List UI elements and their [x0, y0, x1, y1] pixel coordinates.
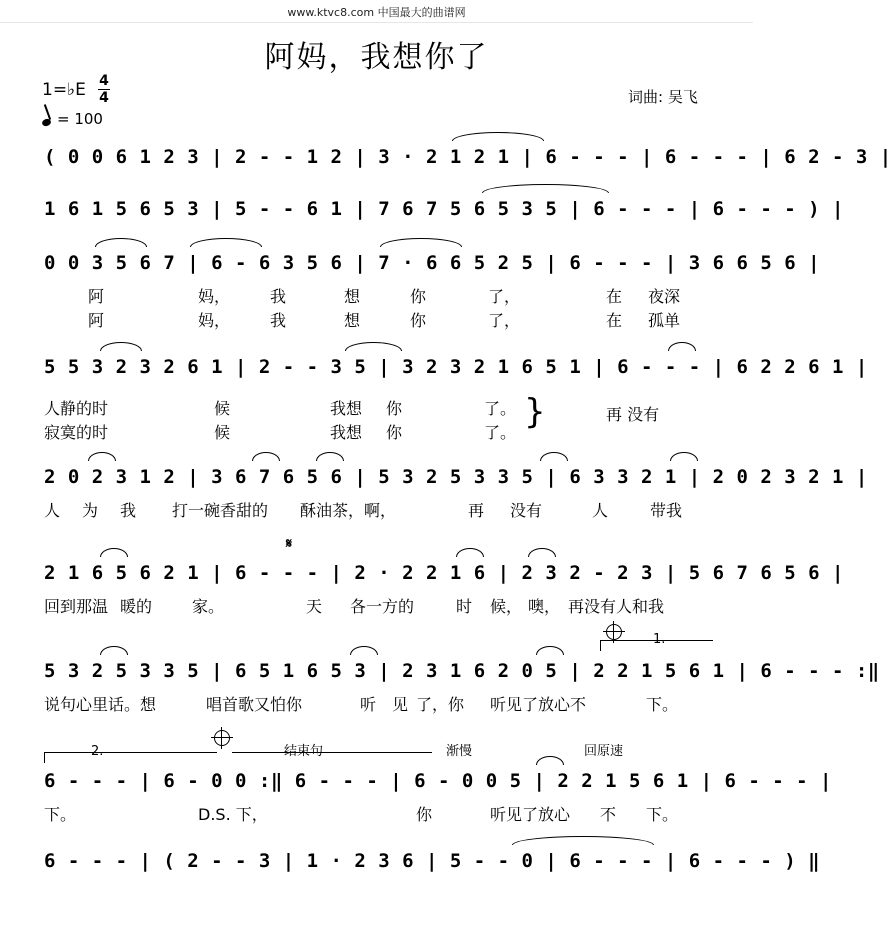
tie-mark — [512, 836, 654, 845]
lyric-word: 了， — [488, 287, 521, 306]
song-title: 阿妈，我想你了 — [264, 40, 489, 75]
lyric-word: 下。 — [44, 805, 77, 824]
slur-mark — [380, 238, 462, 247]
verse-brace: } — [524, 392, 546, 432]
lyric-word: 噢， — [528, 597, 561, 616]
lyric-word: 人 — [44, 501, 61, 520]
lyric-word: 我 — [120, 501, 137, 520]
ritardando-label: 渐慢 — [446, 744, 473, 759]
ending-line — [232, 752, 432, 753]
slur-mark — [100, 548, 128, 557]
tie-mark — [482, 184, 609, 193]
lyric-word: 唱首歌又怕你 — [206, 695, 303, 714]
slur-mark — [536, 646, 564, 655]
lyric-word: 为 — [82, 501, 99, 520]
lyric-word: 妈， — [198, 311, 231, 330]
slur-mark — [100, 646, 128, 655]
score-row-9: 6 - - - | ( 2 - - 3 | 1 · 2 3 6 | 5 - - 0 | 6 - - - | 6 - - - ) ‖ — [44, 850, 821, 872]
lyric-word: 了， — [488, 311, 521, 330]
coda-sign — [606, 624, 622, 640]
lyric-word: 听 — [360, 695, 377, 714]
time-signature-top: 4 — [99, 73, 109, 89]
slur-mark — [190, 238, 262, 247]
lyric-word: 再 — [468, 501, 485, 520]
volta-bracket-2 — [44, 744, 217, 763]
tempo-value: = 100 — [57, 110, 103, 128]
lyric-word: 候， — [490, 597, 523, 616]
lyric-word: 再没有人和我 — [568, 597, 665, 616]
lyric-word: 你 — [416, 805, 433, 824]
lyric-word: 下。 — [646, 695, 679, 714]
score-row-3: 0 0 3 5 6 7 | 6 - 6 3 5 6 | 7 · 6 6 5 2 5 | 6 - - - | 3 6 6 5 6 | — [44, 252, 821, 274]
lyric-word: 下。 — [646, 805, 679, 824]
lyric-word: 想 — [344, 287, 361, 306]
lyric-word: 你 — [410, 287, 427, 306]
ending-label: 结束句 — [284, 744, 324, 759]
lyric-word: 没有 — [510, 501, 543, 520]
slur-mark — [316, 452, 344, 461]
volta-bracket-1 — [600, 632, 713, 651]
lyric-word: 听见了放心不 — [490, 695, 587, 714]
tie-mark — [452, 132, 544, 141]
lyric-word: 人 — [592, 501, 609, 520]
score-row-5: 2 0 2 3 1 2 | 3 6 7 6 5 6 | 5 3 2 5 3 3 5 | 6 3 3 2 1 | 2 0 2 3 2 1 | — [44, 466, 868, 488]
score-row-8: 6 - - - | 6 - 0 0 :‖ 6 - - - | 6 - 0 0 5 | 2 2 1 5 6 1 | 6 - - - | — [44, 770, 832, 792]
lyric-word: 孤单 — [648, 311, 681, 330]
lyric-word: 听见了放心 — [490, 805, 571, 824]
score-row-6: 2 1 6 5 6 2 1 | 6 - - - | 2 · 2 2 1 6 | 2 3 2 - 2 3 | 5 6 7 6 5 6 | — [44, 562, 844, 584]
author-credit: 词曲: 吴飞 — [628, 88, 698, 106]
a-tempo-label: 回原速 — [584, 744, 624, 759]
lyric-word: 回到那温 — [44, 597, 109, 616]
volta-label-1: 1. — [653, 632, 666, 647]
lyric-word: 酥油茶，啊， — [300, 501, 397, 520]
lyric-word: 了。 — [484, 423, 517, 442]
lyric-word: 暖的 — [120, 597, 153, 616]
lyric-word: 你 — [386, 423, 403, 442]
lyric-word: 我 — [270, 311, 287, 330]
site-header-text[interactable]: www.ktvc8.com 中国最大的曲谱网 — [287, 6, 466, 19]
volta-label-2: 2. — [91, 744, 104, 759]
slur-mark — [88, 452, 116, 461]
slur-mark — [252, 452, 280, 461]
lyric-word: 在 — [606, 311, 623, 330]
lyric-word: 候 — [214, 423, 231, 442]
lyric-word: 我 — [270, 287, 287, 306]
lyric-word: 想 — [344, 311, 361, 330]
slur-mark — [345, 342, 402, 351]
lyric-word: 天 — [306, 597, 323, 616]
score-row-7: 5 3 2 5 3 3 5 | 6 5 1 6 5 3 | 2 3 1 6 2 0 5 | 2 2 1 5 6 1 | 6 - - - :‖ — [44, 660, 880, 682]
lyric-word: 家。 — [192, 597, 225, 616]
lyric-side-text: 再 没有 — [606, 405, 660, 424]
segno-sign: 𝄋 — [286, 536, 293, 552]
lyric-word: 在 — [606, 287, 623, 306]
slur-mark — [540, 452, 568, 461]
lyric-word: 见 — [392, 695, 409, 714]
slur-mark — [536, 756, 564, 765]
quarter-note-icon — [41, 118, 52, 128]
lyric-word: 带我 — [650, 501, 683, 520]
lyric-word: 时 — [456, 597, 473, 616]
slur-mark — [456, 548, 484, 557]
lyric-word: 你 — [410, 311, 427, 330]
lyric-word: 阿 — [88, 311, 105, 330]
time-signature — [98, 74, 110, 105]
lyric-word: 夜深 — [648, 287, 681, 306]
key-signature: 1=♭E — [42, 80, 86, 100]
tempo-mark — [42, 110, 103, 128]
slur-mark — [100, 342, 142, 351]
slur-mark — [95, 238, 147, 247]
lyric-word: D.S. 下， — [198, 805, 268, 824]
lyric-word: 了。 — [484, 399, 517, 418]
lyric-word: 人静的时 — [44, 399, 109, 418]
lyric-word: 各一方的 — [350, 597, 415, 616]
lyric-word: 我想 — [330, 399, 363, 418]
slur-mark — [670, 452, 698, 461]
lyric-word: 不 — [600, 805, 617, 824]
coda-sign — [214, 730, 230, 746]
lyric-word: 阿 — [88, 287, 105, 306]
lyric-word: 了，你 — [416, 695, 465, 714]
slur-mark — [668, 342, 696, 351]
slur-mark — [528, 548, 556, 557]
lyric-word: 打一碗香甜的 — [172, 501, 269, 520]
score-row-2: 1 6 1 5 6 5 3 | 5 - - 6 1 | 7 6 7 5 6 5 3 5 | 6 - - - | 6 - - - ) | — [44, 198, 844, 220]
lyric-word: 候 — [214, 399, 231, 418]
lyric-word: 说句心里话。想 — [44, 695, 157, 714]
lyric-word: 你 — [386, 399, 403, 418]
lyric-word: 我想 — [330, 423, 363, 442]
score-row-1: ( 0 0 6 1 2 3 | 2 - - 1 2 | 3 · 2 1 2 1 | 6 - - - | 6 - - - | 6 2 - 3 | — [44, 146, 892, 168]
time-signature-bottom: 4 — [99, 90, 109, 106]
score-row-4: 5 5 3 2 3 2 6 1 | 2 - - 3 5 | 3 2 3 2 1 6 5 1 | 6 - - - | 6 2 2 6 1 | — [44, 356, 868, 378]
slur-mark — [350, 646, 378, 655]
lyric-word: 妈， — [198, 287, 231, 306]
lyric-word: 寂寞的时 — [44, 423, 109, 442]
